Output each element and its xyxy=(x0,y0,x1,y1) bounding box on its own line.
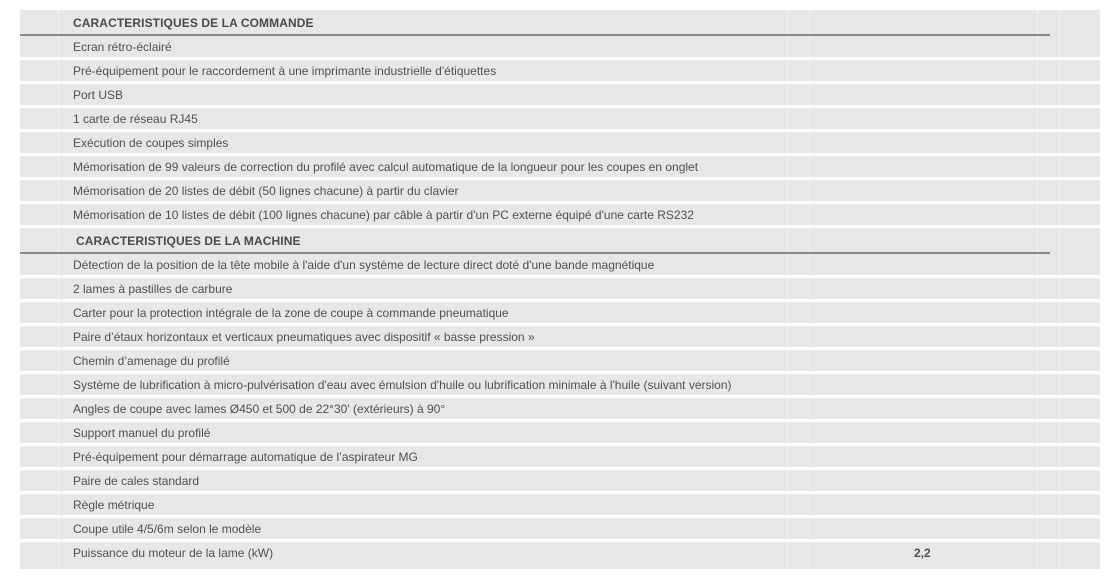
spec-table xyxy=(20,10,1100,566)
spec-row xyxy=(20,542,1100,566)
spec-label: Mémorisation de 20 listes de débit (50 lignes chacune) à partir du clavier xyxy=(73,184,459,198)
section-header xyxy=(20,228,1050,254)
spec-row xyxy=(20,374,1100,398)
spec-row xyxy=(20,422,1100,446)
spec-value: 2,2 xyxy=(914,546,931,560)
spec-row xyxy=(20,278,1100,302)
spec-row xyxy=(20,446,1100,470)
spec-label: Règle métrique xyxy=(73,498,155,512)
spec-row xyxy=(20,470,1100,494)
spec-label: Paire de cales standard xyxy=(73,474,200,488)
section-title: CARACTERISTIQUES DE LA COMMANDE xyxy=(73,16,314,30)
spec-row xyxy=(20,254,1100,278)
spec-row xyxy=(20,180,1100,204)
spec-label: Chemin d’amenage du profilé xyxy=(73,354,230,368)
spec-label: Support manuel du profilé xyxy=(73,426,211,440)
spec-label: Mémorisation de 99 valeurs de correction du profilé avec calcul automatique de la longueur pour les coupes en onglet xyxy=(73,160,699,174)
spec-row xyxy=(20,326,1100,350)
spec-label: 1 carte de réseau RJ45 xyxy=(73,112,198,126)
spec-label: Système de lubrification à micro-pulvérisation d'eau avec émulsion d'huile ou lubrification minimale à l'huile (suivant version) xyxy=(73,378,732,392)
spec-label: Pré-équipement pour le raccordement à une imprimante industrielle d'étiquettes xyxy=(73,64,497,78)
spec-label: Port USB xyxy=(73,88,124,102)
spec-row xyxy=(20,302,1100,326)
spec-label: Détection de la position de la tête mobile à l'aide d'un système de lecture direct doté d'une bande magnétique xyxy=(73,258,655,272)
spec-label: Ecran rétro-éclairé xyxy=(73,40,172,54)
spec-label: Exécution de coupes simples xyxy=(73,136,229,150)
spec-label: Puissance du moteur de la lame (kW) xyxy=(73,546,274,560)
spec-row xyxy=(20,36,1100,60)
spec-row xyxy=(20,398,1100,422)
spec-label: 2 lames à pastilles de carbure xyxy=(73,282,233,296)
spec-label: Paire d’étaux horizontaux et verticaux pneumatiques avec dispositif « basse pression » xyxy=(73,330,535,344)
section-title: CARACTERISTIQUES DE LA MACHINE xyxy=(76,234,301,248)
spec-label: Angles de coupe avec lames Ø450 et 500 de 22°30' (extérieurs) à 90° xyxy=(73,402,446,416)
spec-row xyxy=(20,350,1100,374)
spec-row xyxy=(20,204,1100,228)
spec-row xyxy=(20,84,1100,108)
spec-row xyxy=(20,494,1100,518)
spec-row xyxy=(20,60,1100,84)
spec-row xyxy=(20,108,1100,132)
spec-label: Pré-équipement pour démarrage automatique de l’aspirateur MG xyxy=(73,450,418,464)
spec-label: Mémorisation de 10 listes de débit (100 lignes chacune) par câble à partir d'un PC externe équipé d'une carte RS232 xyxy=(73,208,694,222)
spec-row xyxy=(20,156,1100,180)
spec-label: Carter pour la protection intégrale de la zone de coupe à commande pneumatique xyxy=(73,306,509,320)
spec-label: Coupe utile 4/5/6m selon le modèle xyxy=(73,522,262,536)
spec-row xyxy=(20,518,1100,542)
section-header xyxy=(20,10,1050,36)
spec-row xyxy=(20,132,1100,156)
